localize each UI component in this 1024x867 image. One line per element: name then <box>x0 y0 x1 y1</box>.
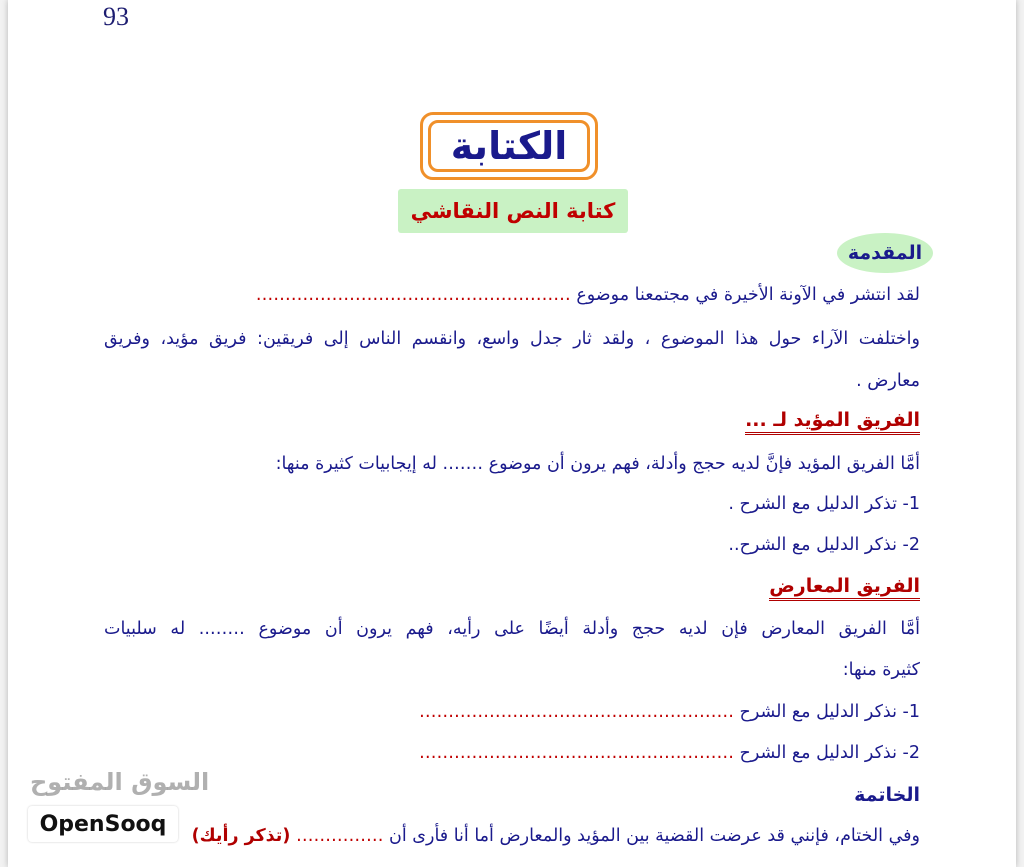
watermark-text: السوق المفتوح <box>30 768 210 796</box>
opponents-line-2: كثيرة منها: <box>842 660 920 680</box>
supporters-line-1: أمَّا الفريق المؤيد فإنَّ لديه حجج وأدلة، فهم يرون أن موضوع ……. له إيجابيات كثيرة منها: <box>275 454 920 474</box>
intro-line-3: معارض . <box>856 371 920 391</box>
conclusion-line-1-text: وفي الختام، فإنني قد عرضت القضية بين المؤيد والمعارض أما أنا فأرى أن <box>389 826 920 846</box>
supporters-heading: الفريق المؤيد لـ ... <box>745 410 920 435</box>
page-title: الكتابة <box>428 120 590 172</box>
conclusion-line-1-dots: …………… <box>295 826 384 846</box>
supporters-item-2: 2- نذكر الدليل مع الشرح.. <box>728 535 920 555</box>
opponents-item-2 <box>419 743 920 763</box>
title-frame <box>420 112 598 180</box>
intro-line-1-text: لقد انتشر في الآونة الأخيرة في مجتمعنا موضوع <box>576 285 920 305</box>
conclusion-heading: الخاتمة <box>854 784 920 806</box>
document-page <box>8 0 1016 867</box>
opponents-item-1 <box>419 702 920 722</box>
conclusion-line-1 <box>192 826 920 846</box>
conclusion-line-1-tail: (تذكر رأيك) <box>191 826 291 846</box>
opponents-item-2-text: 2- نذكر الدليل مع الشرح <box>739 743 920 763</box>
subtitle-banner: كتابة النص النقاشي <box>398 189 628 233</box>
page-number: 93 <box>103 2 129 31</box>
intro-line-1 <box>256 285 920 305</box>
opponents-item-1-dots: ……………………………………………… <box>418 702 734 722</box>
opensooq-logo: OpenSooq <box>28 806 178 842</box>
supporters-item-1: 1- تذكر الدليل مع الشرح . <box>728 494 920 514</box>
intro-heading: المقدمة <box>837 233 933 273</box>
intro-line-1-dots: ……………………………………………… <box>255 285 571 305</box>
opponents-item-1-text: 1- نذكر الدليل مع الشرح <box>739 702 920 722</box>
opponents-item-2-dots: ……………………………………………… <box>418 743 734 763</box>
opponents-line-1: أمَّا الفريق المعارض فإن لديه حجج وأدلة أيضًا على رأيه، فهم يرون أن موضوع …….. له سلبيات <box>104 619 920 639</box>
opponents-heading: الفريق المعارض <box>769 576 920 601</box>
intro-line-2: واختلفت الآراء حول هذا الموضوع ، ولقد ثار جدل واسع، وانقسم الناس إلى فريقين: فريق مؤيد، وفريق <box>104 329 920 349</box>
